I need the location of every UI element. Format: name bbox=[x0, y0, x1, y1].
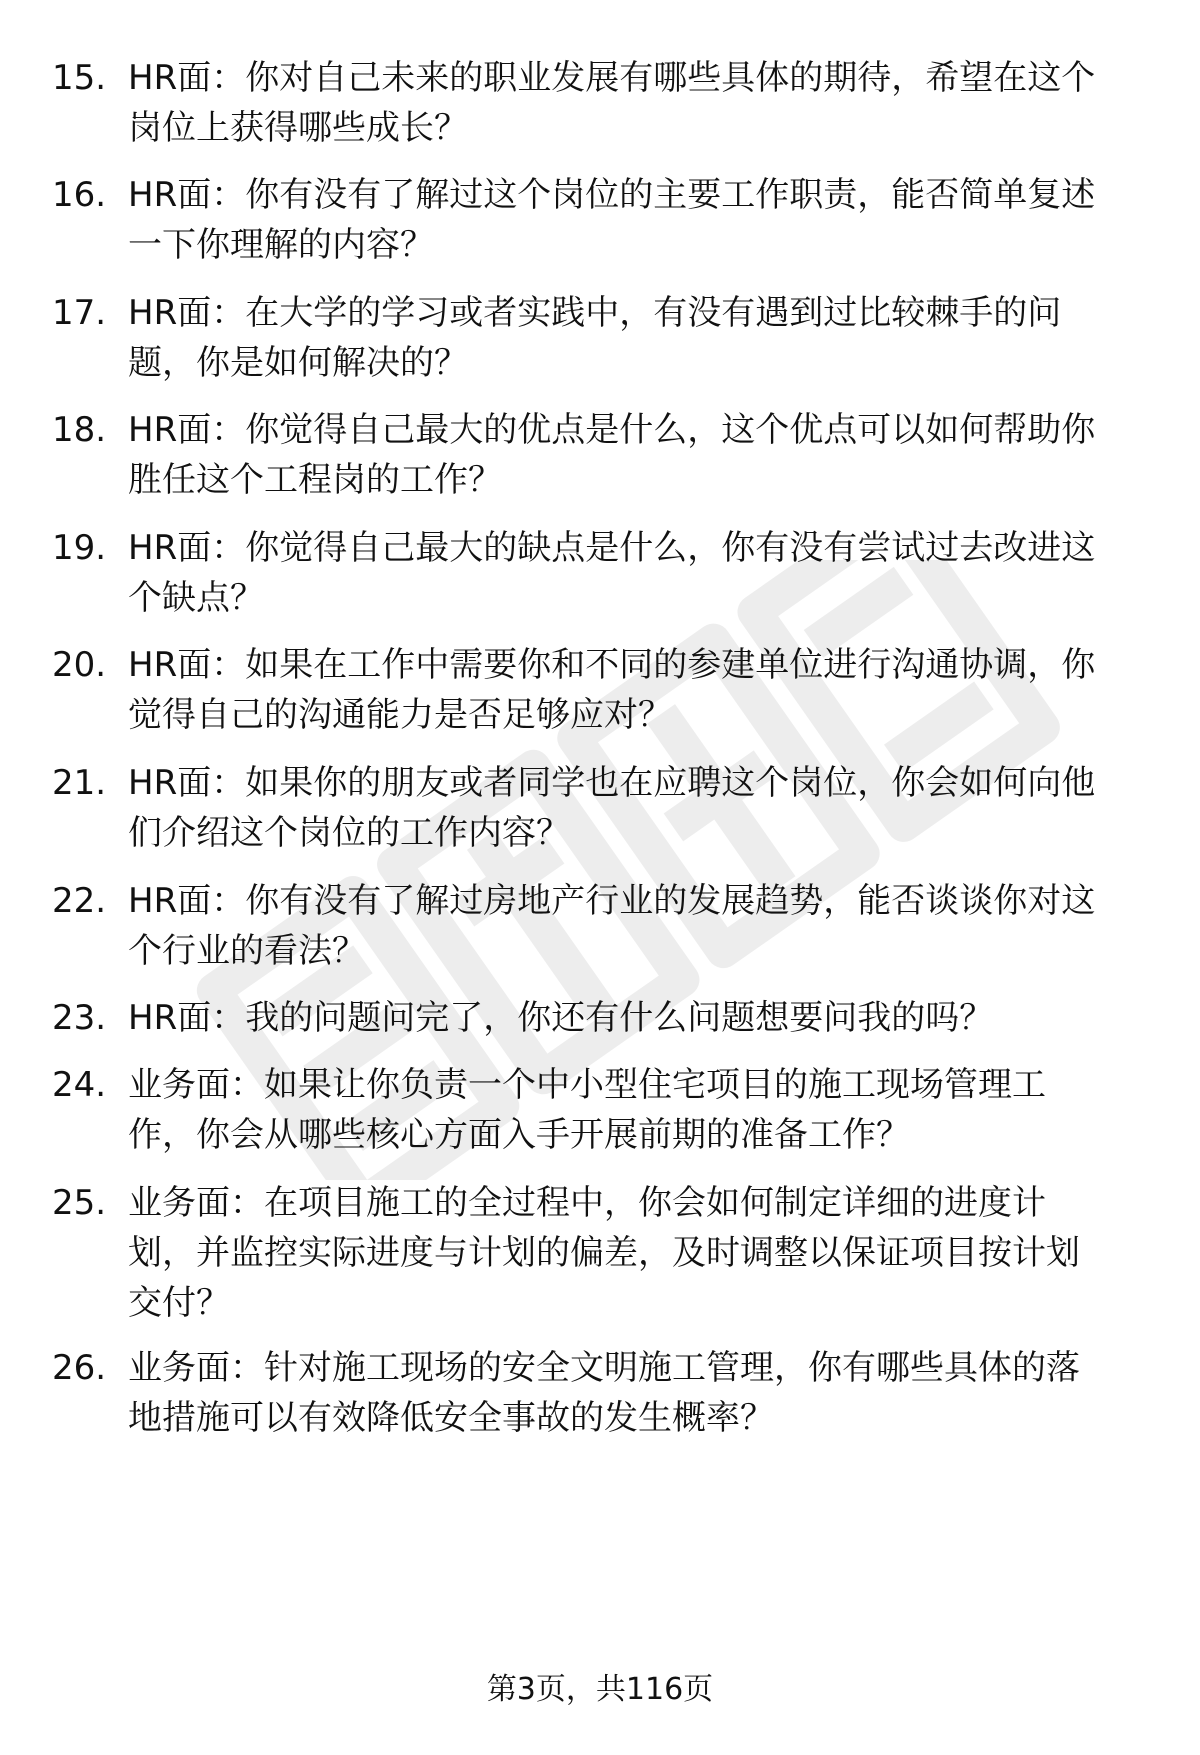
question-number: 17. bbox=[52, 293, 107, 333]
question-number: 25. bbox=[52, 1183, 107, 1223]
question-text bbox=[128, 1178, 1158, 1328]
question-number: 20. bbox=[52, 645, 107, 685]
question-line: 业务面：在项目施工的全过程中，你会如何制定详细的进度计 bbox=[128, 1183, 1046, 1223]
question-number: 22. bbox=[52, 881, 107, 921]
question-text bbox=[128, 876, 1158, 976]
question-line: HR面：你有没有了解过这个岗位的主要工作职责，能否简单复述 bbox=[128, 175, 1096, 215]
question-line: 划，并监控实际进度与计划的偏差，及时调整以保证项目按计划 bbox=[128, 1233, 1080, 1273]
question-number: 23. bbox=[52, 998, 107, 1038]
question-line: 一下你理解的内容？ bbox=[128, 225, 434, 265]
question-line: 作，你会从哪些核心方面入手开展前期的准备工作？ bbox=[128, 1115, 910, 1155]
question-text bbox=[128, 523, 1158, 623]
question-line: 个行业的看法？ bbox=[128, 931, 366, 971]
question-line: 岗位上获得哪些成长？ bbox=[128, 108, 468, 148]
question-line: 业务面：如果让你负责一个中小型住宅项目的施工现场管理工 bbox=[128, 1065, 1046, 1105]
question-text bbox=[128, 405, 1158, 505]
question-line: HR面：如果在工作中需要你和不同的参建单位进行沟通协调，你 bbox=[128, 645, 1096, 685]
question-number: 24. bbox=[52, 1065, 107, 1105]
question-number: 16. bbox=[52, 175, 107, 215]
question-line: 地措施可以有效降低安全事故的发生概率？ bbox=[128, 1398, 774, 1438]
question-text bbox=[128, 993, 1158, 1043]
question-line: 个缺点？ bbox=[128, 578, 264, 618]
question-line: HR面：在大学的学习或者实践中，有没有遇到过比较棘手的问 bbox=[128, 293, 1062, 333]
question-number: 19. bbox=[52, 528, 107, 568]
question-text bbox=[128, 640, 1158, 740]
question-number: 18. bbox=[52, 410, 107, 450]
question-line: 胜任这个工程岗的工作？ bbox=[128, 460, 502, 500]
question-number: 15. bbox=[52, 58, 107, 98]
question-line: 业务面：针对施工现场的安全文明施工管理，你有哪些具体的落 bbox=[128, 1348, 1080, 1388]
question-number: 21. bbox=[52, 763, 107, 803]
question-number: 26. bbox=[52, 1348, 107, 1388]
question-line: HR面：你有没有了解过房地产行业的发展趋势，能否谈谈你对这 bbox=[128, 881, 1096, 921]
question-line: 题，你是如何解决的？ bbox=[128, 343, 468, 383]
page-footer: 第3页，共116页 bbox=[486, 1672, 714, 1707]
question-line: HR面：我的问题问完了，你还有什么问题想要问我的吗？ bbox=[128, 998, 994, 1038]
question-text bbox=[128, 288, 1158, 388]
question-text bbox=[128, 170, 1158, 270]
question-text bbox=[128, 53, 1158, 153]
question-text bbox=[128, 1343, 1158, 1443]
question-line: 觉得自己的沟通能力是否足够应对？ bbox=[128, 695, 672, 735]
question-line: HR面：你对自己未来的职业发展有哪些具体的期待，希望在这个 bbox=[128, 58, 1096, 98]
question-text bbox=[128, 758, 1158, 858]
question-text bbox=[128, 1060, 1158, 1160]
question-line: 们介绍这个岗位的工作内容？ bbox=[128, 813, 570, 853]
question-line: HR面：你觉得自己最大的缺点是什么，你有没有尝试过去改进这 bbox=[128, 528, 1096, 568]
question-line: HR面：你觉得自己最大的优点是什么，这个优点可以如何帮助你 bbox=[128, 410, 1096, 450]
question-line: HR面：如果你的朋友或者同学也在应聘这个岗位，你会如何向他 bbox=[128, 763, 1096, 803]
question-line: 交付？ bbox=[128, 1283, 230, 1323]
